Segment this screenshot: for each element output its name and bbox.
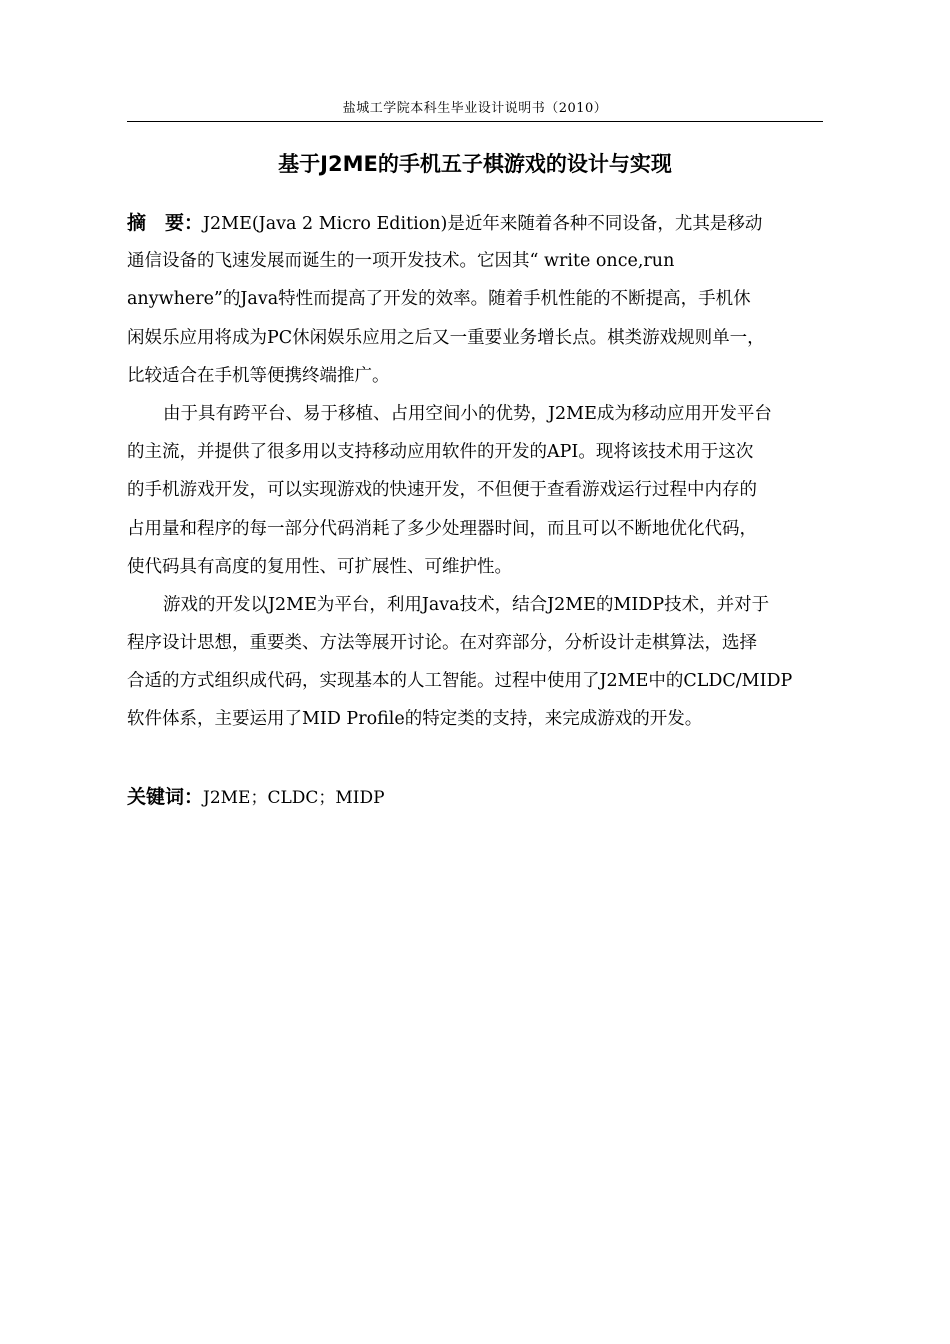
abstract-line: 的主流，并提供了很多用以支持移动应用软件的开发的API。现将该技术用于这次 (127, 442, 754, 463)
abstract-line (127, 204, 827, 242)
abstract-line: 合适的方式组织成代码，实现基本的人工智能。过程中使用了J2ME中的CLDC/MIDP (127, 671, 793, 692)
abstract-section (127, 204, 827, 739)
abstract-line: 闲娱乐应用将成为PC休闲娱乐应用之后又一重要业务增长点。棋类游戏规则单一， (127, 327, 765, 348)
abstract-line: 的手机游戏开发，可以实现游戏的快速开发，不但便于查看游戏运行过程中内存的 (127, 480, 757, 501)
abstract-label: 摘 要： (127, 212, 204, 234)
abstract-line: 软件体系，主要运用了MID Profile的特定类的支持，来完成游戏的开发。 (127, 709, 703, 730)
keywords (127, 782, 385, 813)
abstract-line: anywhere”的Java特性而提高了开发的效率。随着手机性能的不断提高，手机休 (127, 289, 751, 310)
abstract-line: 比较适合在手机等便携终端推广。 (127, 365, 390, 386)
abstract-line: 程序设计思想，重要类、方法等展开讨论。在对弈部分，分析设计走棋算法，选择 (127, 633, 757, 654)
document-title: 基于J2ME的手机五子棋游戏的设计与实现 (278, 152, 672, 176)
abstract-line: 游戏的开发以J2ME为平台，利用Java技术，结合J2ME的MIDP技术，并对于 (163, 594, 770, 615)
keywords-value: J2ME；CLDC；MIDP (203, 788, 385, 808)
abstract-text: J2ME(Java 2 Micro Edition)是近年来随着各种不同设备，尤其是移动 (203, 214, 763, 234)
abstract-line: 由于具有跨平台、易于移植、占用空间小的优势，J2ME成为移动应用开发平台 (163, 403, 772, 424)
abstract-line: 占用量和程序的每一部分代码消耗了多少处理器时间，而且可以不断地优化代码， (127, 518, 757, 539)
header-rule (127, 121, 823, 122)
running-header: 盐城工学院本科生毕业设计说明书（2010） (342, 101, 608, 116)
keywords-label: 关键词： (127, 786, 204, 808)
abstract-line: 使代码具有高度的复用性、可扩展性、可维护性。 (127, 556, 512, 577)
abstract-line: 通信设备的飞速发展而诞生的一项开发技术。它因其“ write once,run (127, 251, 675, 272)
